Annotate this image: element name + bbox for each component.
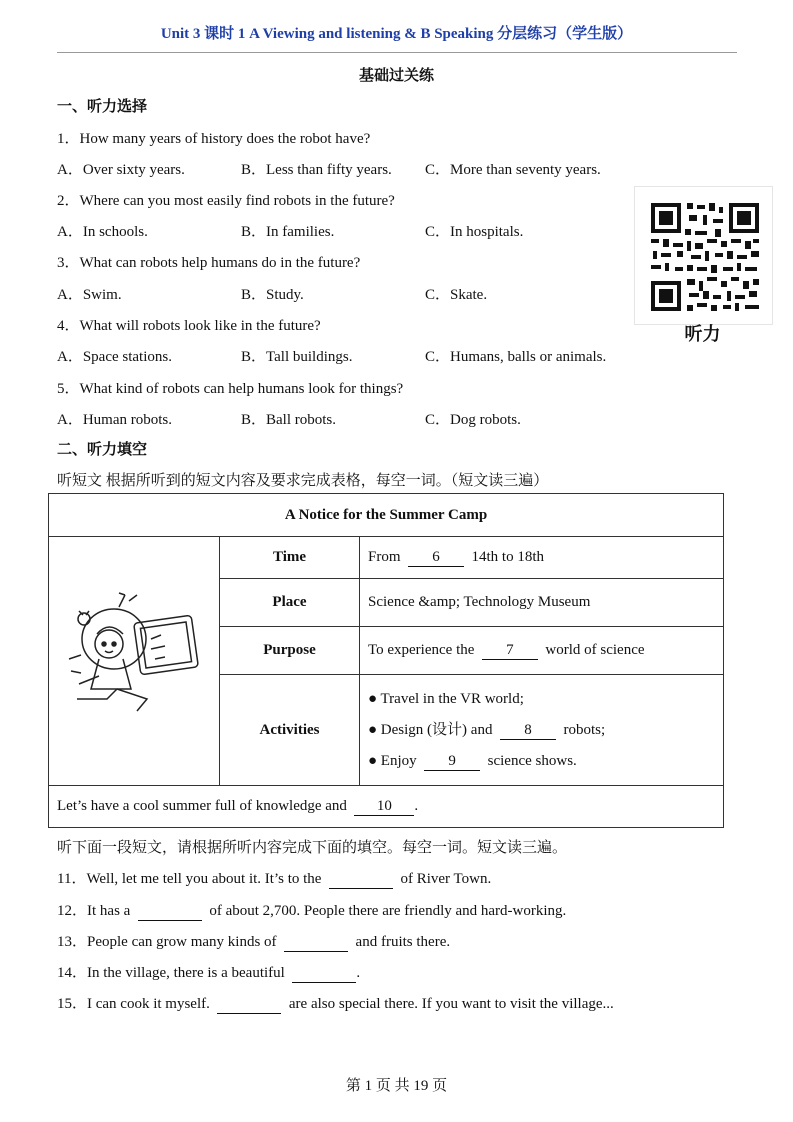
blank-15[interactable] [217,996,281,1014]
blank-12[interactable] [138,903,202,921]
blank-6[interactable]: 6 [408,549,464,567]
robot-kid-icon [59,589,209,729]
item-suffix: of River Town. [400,871,492,887]
time-prefix: From [368,548,401,565]
option-c: C．In hospitals. [425,224,524,240]
activities-label: Activities [220,675,360,786]
question-4-options [57,345,657,365]
activity-3-prefix: ● Enjoy [368,752,417,769]
time-label: Time [220,537,360,579]
question-1-stem: 1．How many years of history does the robot have? [57,131,371,147]
activity-2-suffix: robots; [563,721,606,738]
blank-8[interactable]: 8 [500,721,556,740]
document-header: Unit 3 课时 1 A Viewing and listening & B Speaking 分层练习（学生版） [160,26,633,42]
question-2-options [57,220,617,240]
activity-3 [368,746,715,777]
option-b: B．Tall buildings. [241,349,353,365]
item-prefix: 13．People can grow many kinds of [57,934,277,950]
place-value: Science &amp; Technology Museum [360,579,724,627]
fill-item-11 [57,867,491,889]
item-suffix: and fruits there. [355,934,451,950]
part2-instruction: 听短文 根据所听到的短文内容及要求完成表格，每空一词。（短文读三遍） [57,473,549,489]
fill-item-15 [57,992,614,1014]
qr-code-icon [635,187,772,324]
part1-heading: 一、听力选择 [57,99,148,115]
activity-1: ● Travel in the VR world; [368,690,524,707]
purpose-value [360,627,724,675]
option-b: B．Less than fifty years. [241,162,392,178]
section-title: 基础过关练 [358,68,434,84]
option-a: A．Swim. [57,287,122,303]
activities-value [360,675,724,786]
purpose-suffix: world of science [545,641,645,658]
item-suffix: of about 2,700. People there are friendly and hard-working. [209,903,567,919]
qr-code[interactable] [634,186,773,325]
blank-9[interactable]: 9 [424,752,480,771]
option-a: A．Human robots. [57,412,172,428]
question-5-stem: 5．What kind of robots can help humans look for things? [57,381,404,397]
blank-14[interactable] [292,965,356,983]
robot-illustration [49,537,220,786]
item-prefix: 14．In the village, there is a beautiful [57,965,285,981]
activity-2-prefix: ● Design (设计) and [368,721,493,738]
question-4-stem: 4．What will robots look like in the future? [57,318,321,334]
item-prefix: 15．I can cook it myself. [57,996,210,1012]
notice-title: A Notice for the Summer Camp [49,494,724,537]
purpose-prefix: To experience the [368,641,475,658]
option-a: A．In schools. [57,224,148,240]
activity-2 [368,715,715,746]
item-suffix: are also special there. If you want to visit the village... [288,996,614,1012]
option-a: A．Space stations. [57,349,172,365]
activity-3-suffix: science shows. [487,752,577,769]
blank-7[interactable]: 7 [482,642,538,660]
page-footer: 第 1 页 共 19 页 [345,1078,448,1094]
purpose-label: Purpose [220,627,360,675]
time-suffix: 14th to 18th [471,548,545,565]
question-5-options [57,408,617,428]
time-value [360,537,724,579]
blank-13[interactable] [284,934,348,952]
fill-item-13 [57,930,450,952]
question-3-options [57,283,617,303]
notice-footer-suffix: . [414,797,419,814]
blank-10[interactable]: 10 [354,798,414,816]
header-divider [57,52,737,53]
qr-label: 听力 [684,324,721,345]
option-b: B．In families. [241,224,335,240]
part2-heading: 二、听力填空 [57,442,148,458]
item-prefix: 11．Well, let me tell you about it. It’s to the [57,871,322,887]
place-label: Place [220,579,360,627]
option-c: C．Skate. [425,287,488,303]
option-c: C．Humans, balls or animals. [425,349,607,365]
option-c: C．Dog robots. [425,412,521,428]
option-b: B．Ball robots. [241,412,337,428]
fill-item-14 [57,961,360,983]
blank-11[interactable] [329,871,393,889]
option-a: A．Over sixty years. [57,162,185,178]
option-c: C．More than seventy years. [425,162,601,178]
notice-footer-prefix: Let’s have a cool summer full of knowledge and [57,797,347,814]
part3-instruction: 听下面一段短文，请根据所听内容完成下面的填空。每空一词。短文读三遍。 [57,840,568,856]
question-2-stem: 2．Where can you most easily find robots in the future? [57,193,395,209]
item-suffix: . [356,965,361,981]
question-3-stem: 3．What can robots help humans do in the future? [57,255,361,271]
item-prefix: 12．It has a [57,903,131,919]
option-b: B．Study. [241,287,304,303]
notice-table [48,493,724,828]
fill-item-12 [57,899,566,921]
notice-footer [49,786,724,828]
question-1-options [57,158,657,178]
